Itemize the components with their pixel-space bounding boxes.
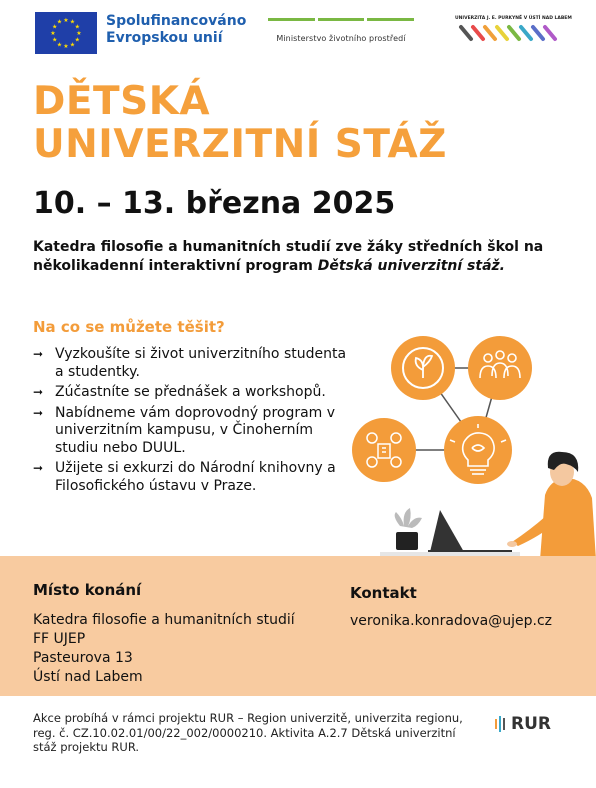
university-name: UNIVERZITA J. E. PURKYNĚ V ÚSTÍ NAD LABEM <box>455 16 572 21</box>
list-item <box>33 384 353 402</box>
ministry-logo <box>268 18 414 43</box>
benefits-list <box>33 346 353 498</box>
list-item <box>33 346 353 381</box>
laptop-icon <box>428 510 512 554</box>
contact-email[interactable]: veronika.konradova@ujep.cz <box>350 613 553 629</box>
arrow-icon: ➞ <box>33 347 44 361</box>
eu-star-icon: ★ <box>52 23 58 31</box>
university-logo <box>455 16 572 47</box>
rur-logo-text: RUR <box>511 714 551 734</box>
page-title <box>33 80 447 166</box>
eu-star-icon: ★ <box>56 18 63 26</box>
program-name: Dětská univerzitní stáž. <box>317 258 505 274</box>
community-building-icon <box>352 418 416 482</box>
rur-mark-icon <box>495 716 505 732</box>
eu-funding-label <box>106 13 246 47</box>
rur-logo <box>495 714 551 734</box>
eu-star-icon: ★ <box>63 43 69 50</box>
arrow-icon: ➞ <box>33 461 44 475</box>
title-line-2: UNIVERZITNÍ STÁŽ <box>33 122 447 167</box>
eu-star-icon: ★ <box>76 30 82 37</box>
plant-cycle-icon <box>391 336 455 400</box>
eu-star-icon: ★ <box>69 41 76 49</box>
venue-heading: Místo konání <box>33 581 142 599</box>
venue-address <box>33 611 295 687</box>
venue-line: FF UJEP <box>33 631 86 647</box>
contact-heading: Kontakt <box>350 584 417 602</box>
lightbulb-brain-icon <box>444 416 512 484</box>
list-item-text: Užijete si exkurzi do Národní knihovny a Filosofického ústavu v Praze. <box>55 460 336 494</box>
eu-line-2: Evropskou unií <box>106 30 223 46</box>
list-item-text: Zúčastníte se přednášek a workshopů. <box>55 384 326 400</box>
event-date: 10. – 13. března 2025 <box>33 186 396 221</box>
eu-line-1: Spolufinancováno <box>106 13 247 29</box>
eu-flag-icon <box>35 12 97 54</box>
section-heading: Na co se můžete těšit? <box>33 318 225 336</box>
eu-star-icon: ★ <box>63 17 69 24</box>
ministry-name: Ministerstvo životního prostředí <box>276 34 406 43</box>
eu-star-icon: ★ <box>52 36 58 44</box>
venue-line: Pasteurova 13 <box>33 650 133 666</box>
list-item <box>33 405 353 458</box>
arrow-icon: ➞ <box>33 385 44 399</box>
venue-line: Katedra filosofie a humanitních studií <box>33 612 295 628</box>
title-line-1: DĚTSKÁ <box>33 79 211 124</box>
ministry-logo-bars <box>268 18 414 21</box>
list-item-text: Nabídneme vám doprovodný program v univerzitním kampusu, v Činoherním studiu nebo DUUL. <box>55 404 336 456</box>
eu-star-icon: ★ <box>74 36 80 44</box>
venue-line: Ústí nad Labem <box>33 669 143 685</box>
list-item <box>33 460 353 495</box>
footer-text: Akce probíhá v rámci projektu RUR – Region univerzitě, univerzita regionu, reg. č. CZ.10.02.01/00/22_002/0000210. Aktivita A.2.7 Dětská univerzitní stáž projektu RUR. <box>33 711 463 754</box>
eu-star-icon: ★ <box>69 18 76 26</box>
university-stripes-icon <box>455 21 567 43</box>
list-item-text: Vyzkoušíte si život univerzitního studenta a studentky. <box>55 346 347 380</box>
student-laptop-illustration <box>340 320 596 560</box>
eu-star-icon: ★ <box>50 30 56 37</box>
intro-text: Katedra filosofie a humanitních studií zve žáky středních škol na několikadenní interaktivní program <box>33 239 544 274</box>
eu-star-icon: ★ <box>74 23 80 31</box>
student-figure <box>507 452 596 560</box>
people-group-icon <box>468 336 532 400</box>
eu-star-icon: ★ <box>56 41 63 49</box>
arrow-icon: ➞ <box>33 405 44 420</box>
intro-paragraph <box>33 238 553 276</box>
plant-pot-icon <box>395 508 422 550</box>
